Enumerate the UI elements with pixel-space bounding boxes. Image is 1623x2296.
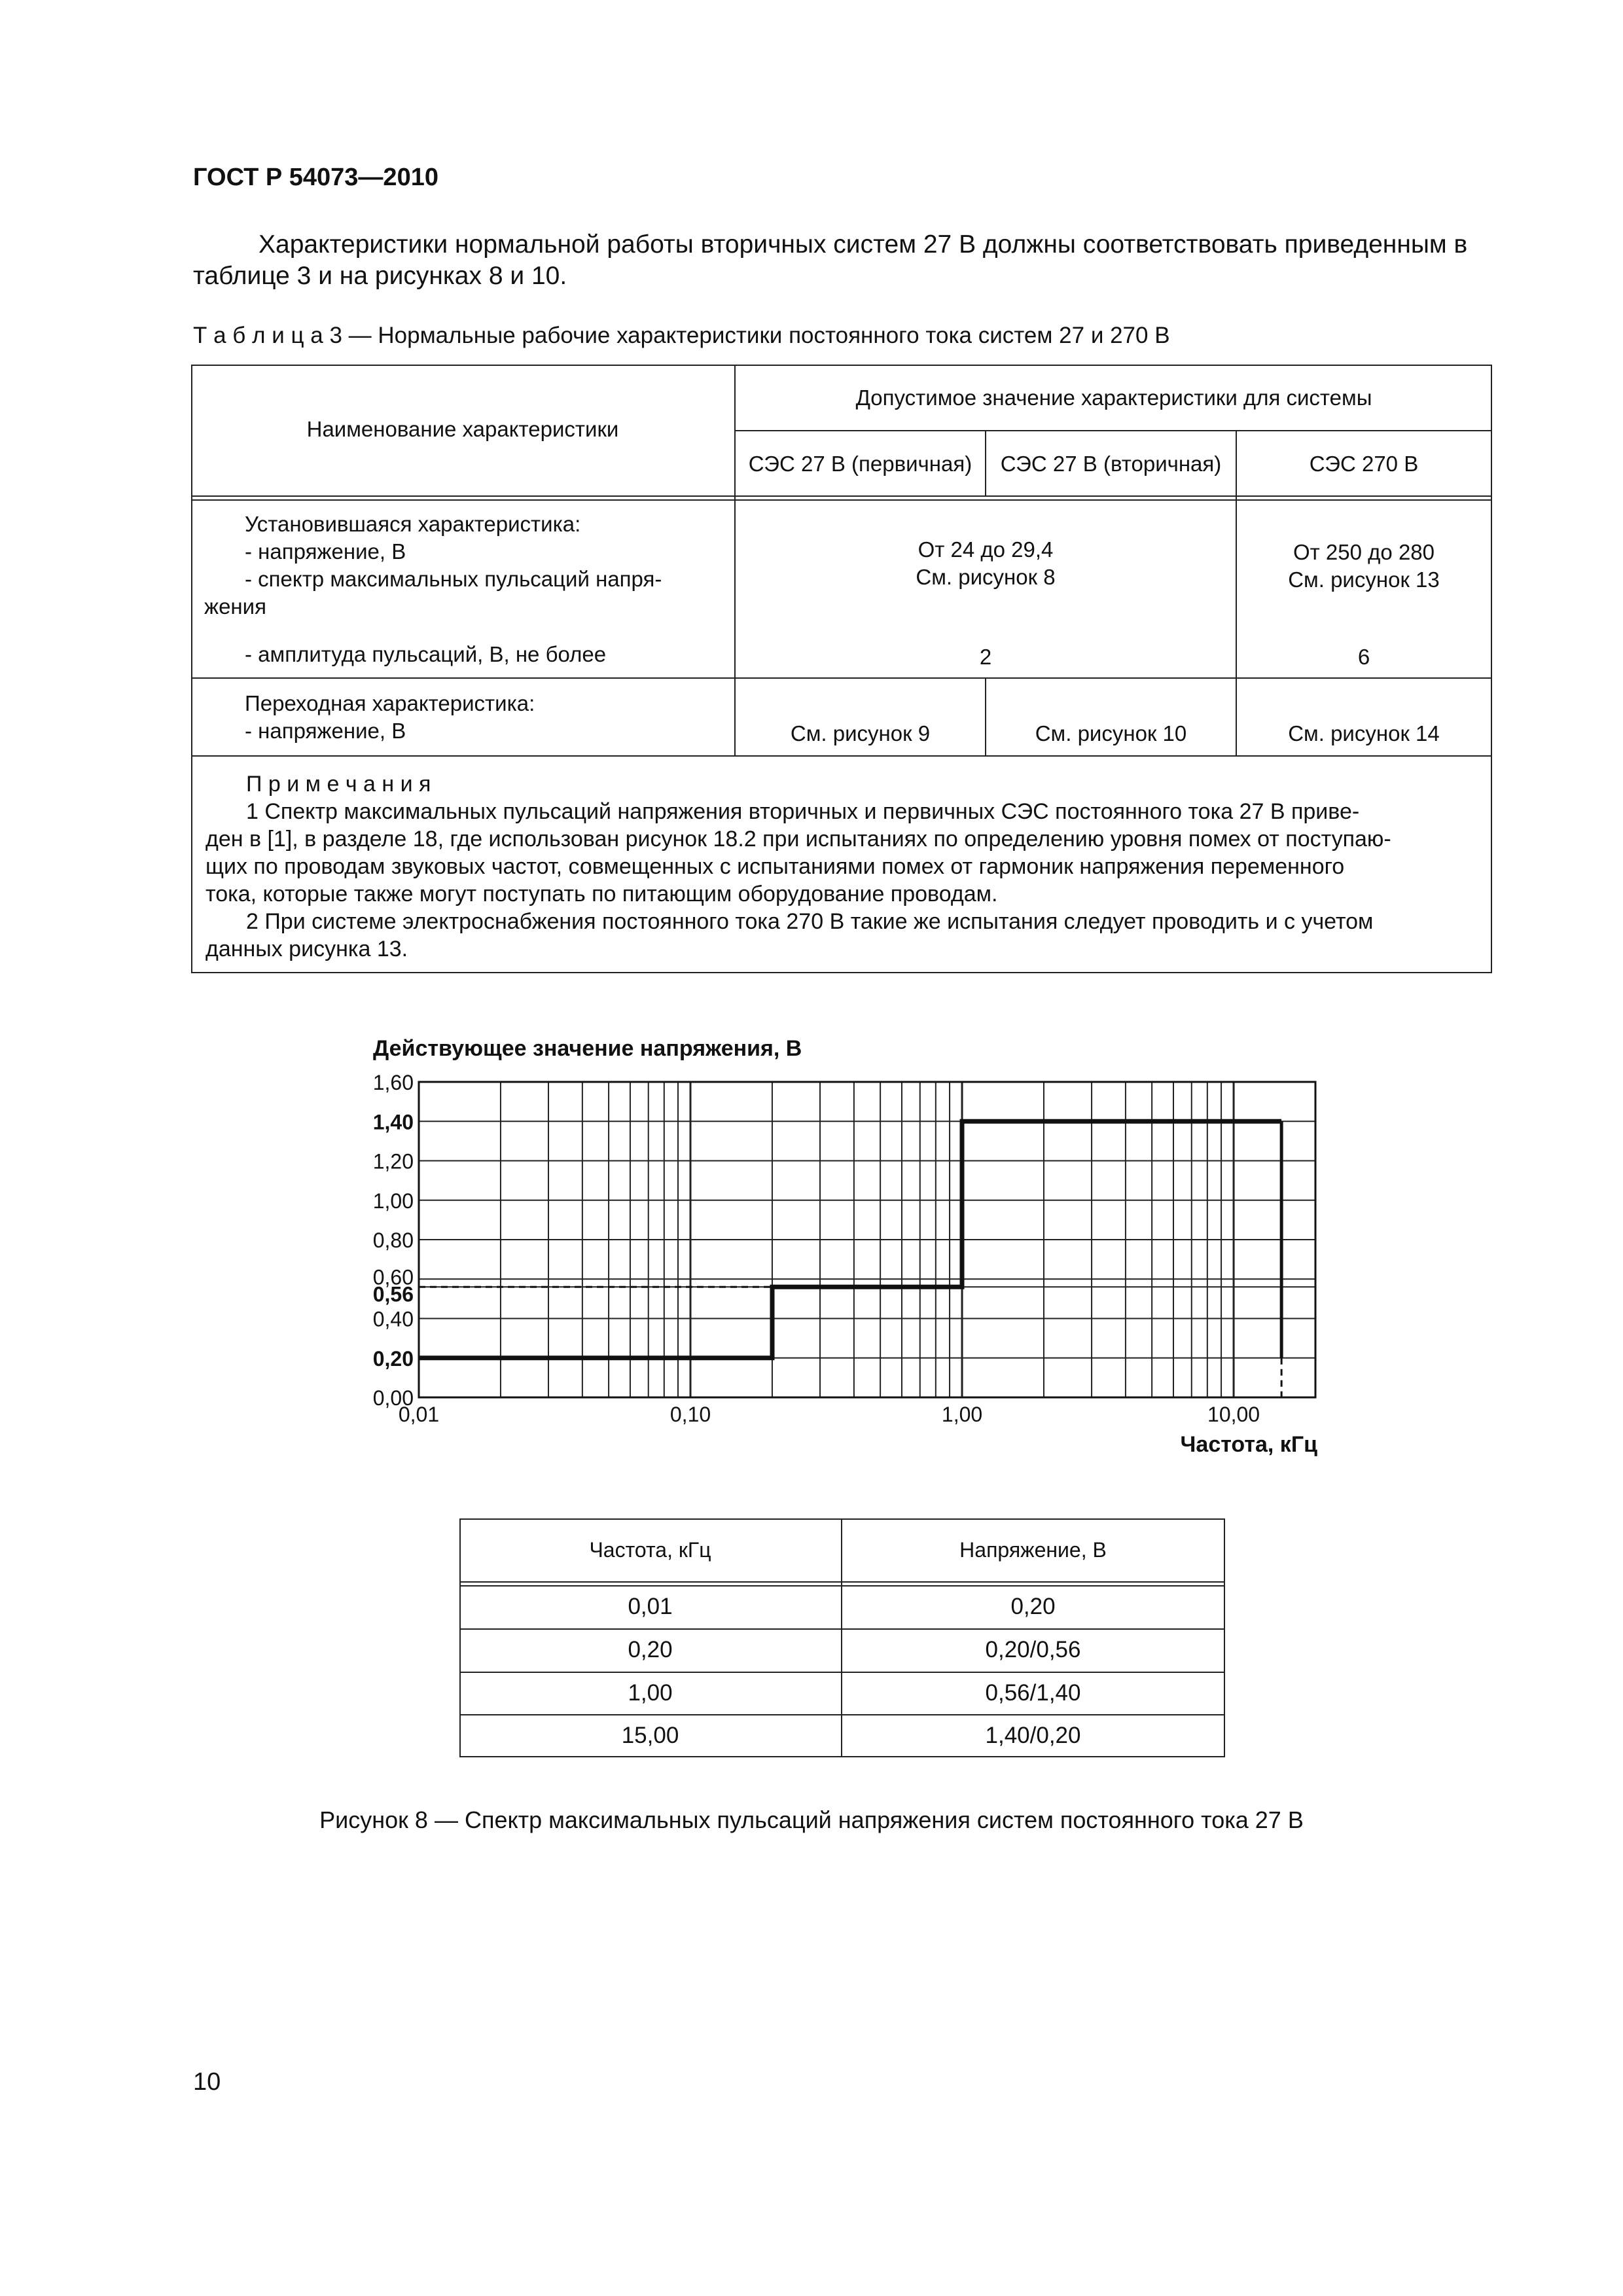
fig-table-cell: 0,01 (628, 1594, 673, 1619)
fig-table-cell: 0,56/1,40 (985, 1680, 1081, 1706)
row-name-line: Установившаяся характеристика: (245, 512, 581, 536)
y-tick-label: 0,60 (372, 1265, 414, 1289)
header-name: Наименование характеристики (306, 417, 619, 441)
value-line: От 24 до 29,4 (918, 537, 1054, 562)
column-header-270: СЭС 270 В (1309, 452, 1419, 476)
note-line: щих по проводам звуковых частот, совмещенных с испытаниями помех от гармоник напряжения переменного (205, 854, 1345, 879)
row-transient-value-270: См. рисунок 14 (1288, 721, 1440, 745)
fig-table-cell: 1,40/0,20 (985, 1723, 1081, 1748)
row-name-line: Переходная характеристика: (245, 691, 535, 715)
chart-grid (419, 1082, 1315, 1397)
y-tick-label: 0,40 (372, 1307, 414, 1331)
fig-table-cell: 0,20/0,56 (985, 1637, 1081, 1662)
x-tick-label: 10,00 (1207, 1403, 1260, 1426)
row-transient-value-27-secondary: См. рисунок 10 (1035, 721, 1187, 745)
note-line: тока, которые также могут поступать по питающим оборудование проводам. (205, 882, 998, 906)
row-name-line: - напряжение, В (245, 719, 406, 743)
figure-caption: Рисунок 8 — Спектр максимальных пульсаций напряжения систем постоянного тока 27 В (319, 1806, 1304, 1833)
x-tick-label: 1,00 (941, 1403, 983, 1426)
note-line: ден в [1], в разделе 18, где использован рисунок 18.2 при испытаниях по определению уровня помех от поступаю- (205, 827, 1391, 852)
y-tick-label: 1,20 (372, 1149, 414, 1174)
row-steady-state-value-27 (736, 536, 1236, 591)
row-transient-name (245, 690, 729, 745)
fig-table-header-voltage: Напряжение, В (959, 1538, 1107, 1562)
column-header-27-secondary: СЭС 27 В (вторичная) (1000, 452, 1222, 476)
value-line: См. рисунок 8 (916, 565, 1056, 589)
x-tick-label: 0,01 (398, 1403, 440, 1426)
row-steady-state-value-270 (1237, 539, 1491, 594)
x-tick-label: 0,10 (669, 1403, 711, 1426)
chart-y-axis-label: Действующее значение напряжения, В (373, 1036, 802, 1061)
fig-table-cell: 1,00 (628, 1680, 673, 1706)
row-ripple-amplitude-value-270: 6 (1357, 645, 1370, 669)
page-number: 10 (193, 2068, 221, 2096)
fig-table-header-frequency: Частота, кГц (589, 1538, 711, 1562)
ripple-spectrum-chart (366, 1034, 1329, 1466)
y-tick-label: 0,20 (372, 1346, 414, 1371)
chart-x-axis-label: Частота, кГц (1180, 1432, 1317, 1457)
row-ripple-amplitude-value-27: 2 (979, 645, 992, 669)
row-name-line: - спектр максимальных пульсаций напря- (245, 567, 662, 591)
y-tick-label: 0,80 (372, 1229, 414, 1252)
row-transient-value-27-primary: См. рисунок 9 (790, 721, 931, 745)
value-line: См. рисунок 13 (1288, 567, 1440, 592)
y-tick-label: 0,56 (372, 1282, 414, 1306)
note-line: 1 Спектр максимальных пульсаций напряжения вторичных и первичных СЭС постоянного тока 27 В приве- (246, 799, 1360, 824)
y-tick-label: 1,60 (372, 1071, 414, 1094)
chart-svg (366, 1034, 1329, 1466)
note-line: 2 При системе электроснабжения постоянного тока 270 В такие же испытания следует проводить и с учетом (246, 909, 1374, 934)
row-name-line: жения (204, 594, 266, 619)
value-line: От 250 до 280 (1293, 540, 1435, 564)
note-line: данных рисунка 13. (205, 937, 408, 961)
table-notes (205, 770, 1482, 963)
document-header: ГОСТ Р 54073—2010 (193, 164, 438, 191)
y-tick-label: 1,00 (372, 1189, 414, 1213)
row-ripple-amplitude-name: - амплитуда пульсаций, В, не более (245, 642, 607, 666)
table-caption: Т а б л и ц а 3 — Нормальные рабочие характеристики постоянного тока систем 27 и 270 В (193, 323, 1170, 348)
chart-ticks (373, 1071, 1260, 1426)
row-steady-state-name (204, 511, 728, 620)
y-tick-label: 0,00 (372, 1386, 414, 1410)
notes-title: П р и м е ч а н и я (246, 772, 431, 797)
fig-table-cell: 0,20 (1010, 1594, 1056, 1619)
row-name-line: - напряжение, В (245, 539, 406, 564)
figure-data-table (459, 1518, 1225, 1757)
characteristics-table (191, 365, 1492, 973)
fig-table-cell: 0,20 (628, 1637, 673, 1662)
header-group: Допустимое значение характеристики для системы (855, 386, 1372, 410)
fig-table-cell: 15,00 (621, 1723, 679, 1748)
intro-paragraph: Характеристики нормальной работы вторичных систем 27 В должны соответствовать приведенным в таблице 3 и на рисунках 8 и 10. (193, 230, 1468, 290)
y-tick-label: 1,40 (372, 1110, 414, 1134)
column-header-27-primary: СЭС 27 В (первичная) (748, 452, 972, 476)
